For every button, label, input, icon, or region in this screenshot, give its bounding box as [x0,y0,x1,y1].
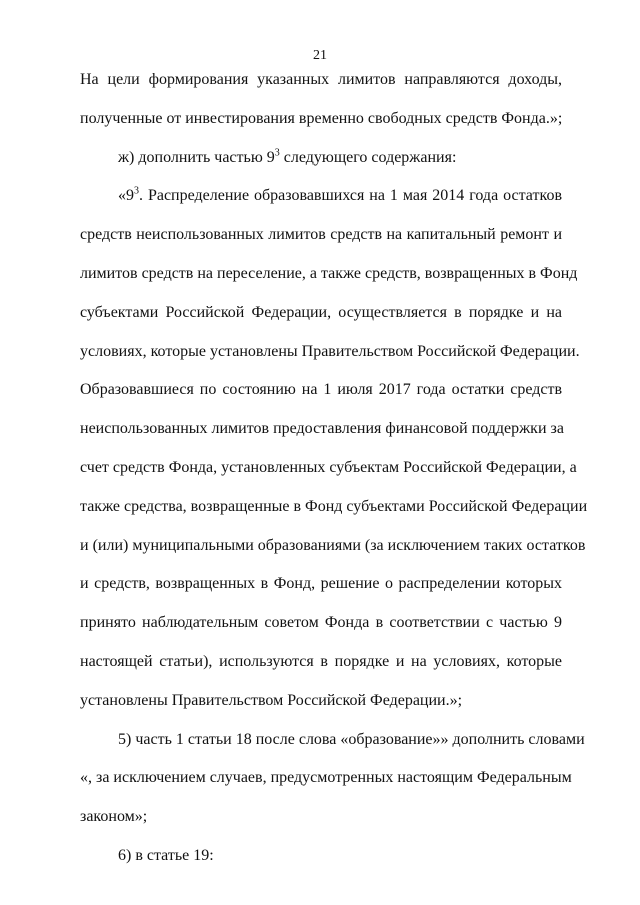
text-line: средств неиспользованных лимитов средств на капитальный ремонт и [80,226,562,244]
text-line: принято наблюдательным советом Фонда в соответствии с частью 9 [80,614,562,632]
text-line: «, за исключением случаев, предусмотренных настоящим Федеральным [80,769,572,787]
text-line: Образовавшиеся по состоянию на 1 июля 2017 года остатки средств [80,381,562,399]
document-body [80,61,588,876]
page-number: 21 [313,48,327,63]
text-line: также средства, возвращенные в Фонд субъектами Российской Федерации [80,497,588,515]
text-fragment: . Распределение образовавшихся на 1 мая 2014 года остатков [139,187,562,205]
text-line: установлены Правительством Российской Федерации.»; [80,691,463,709]
text-line: 5) часть 1 статьи 18 после слова «образование»» дополнить словами [118,730,585,748]
text-line: субъектами Российской Федерации, осуществляется в порядке и на [80,303,562,321]
text-line [80,139,562,178]
text-line: и (или) муниципальными образованиями (за исключением таких остатков [80,536,586,554]
text-fragment: «9 [118,187,134,205]
text-fragment: ж) дополнить частью 9 [118,148,275,166]
text-line [80,177,562,216]
superscript: 3 [274,147,280,159]
text-line: счет средств Фонда, установленных субъектам Российской Федерации, а [80,458,577,476]
text-line: условиях, которые установлены Правительством Российской Федерации. [80,342,580,360]
text-line: настоящей статьи), используются в порядке и на условиях, которые [80,652,562,670]
text-line: и средств, возвращенных в Фонд, решение о распределении которых [80,575,562,593]
superscript: 3 [134,186,139,198]
text-line: полученные от инвестирования временно свободных средств Фонда.»; [80,109,563,127]
text-line: неиспользованных лимитов предоставления финансовой поддержки за [80,420,564,438]
text-line: 6) в статье 19: [118,846,214,864]
text-line: На цели формирования указанных лимитов направляются доходы, [80,71,562,88]
text-line: лимитов средств на переселение, а также средств, возвращенных в Фонд [80,264,578,282]
text-fragment: следующего содержания: [279,148,457,166]
text-line: законом»; [80,808,148,826]
